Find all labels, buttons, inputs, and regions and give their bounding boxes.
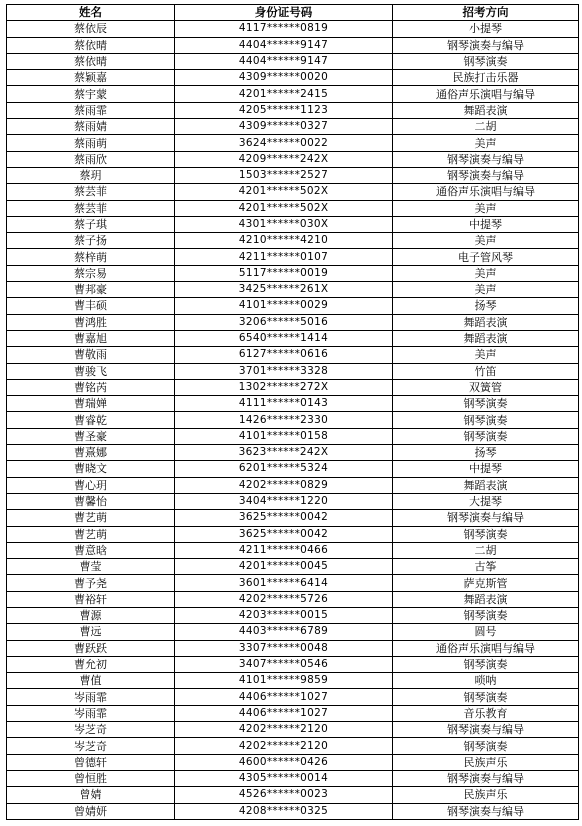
cell-name: 蔡芸菲: [7, 184, 175, 200]
cell-name: 蔡子扬: [7, 233, 175, 249]
cell-id-number: 4210******4210: [175, 233, 393, 249]
cell-exam-direction: 钢琴演奏: [393, 412, 579, 428]
cell-id-number: 4201******2415: [175, 86, 393, 102]
cell-exam-direction: 双簧管: [393, 379, 579, 395]
header-exam-direction: 招考方向: [393, 5, 579, 21]
cell-exam-direction: 通俗声乐演唱与编导: [393, 640, 579, 656]
cell-id-number: 4209******242X: [175, 151, 393, 167]
cell-name: 蔡依晴: [7, 53, 175, 69]
cell-id-number: 4101******9859: [175, 673, 393, 689]
cell-name: 曹裕轩: [7, 591, 175, 607]
cell-name: 蔡雨婧: [7, 119, 175, 135]
cell-id-number: 6540******1414: [175, 330, 393, 346]
cell-name: 岑芝奇: [7, 722, 175, 738]
cell-id-number: 3404******1220: [175, 493, 393, 509]
cell-id-number: 4211******0107: [175, 249, 393, 265]
cell-exam-direction: 钢琴演奏与编导: [393, 37, 579, 53]
cell-name: 曹源: [7, 607, 175, 623]
header-name: 姓名: [7, 5, 175, 21]
cell-id-number: 6201******5324: [175, 461, 393, 477]
cell-exam-direction: 钢琴演奏与编导: [393, 770, 579, 786]
cell-name: 蔡依辰: [7, 21, 175, 37]
cell-exam-direction: 民族打击乐器: [393, 70, 579, 86]
cell-exam-direction: 钢琴演奏与编导: [393, 722, 579, 738]
cell-name: 曹鸿胜: [7, 314, 175, 330]
table-row: [7, 542, 579, 558]
table-row: [7, 298, 579, 314]
cell-id-number: 4205******1123: [175, 102, 393, 118]
table-row: [7, 21, 579, 37]
header-row: [7, 5, 579, 21]
cell-name: 曹晓文: [7, 461, 175, 477]
cell-id-number: 4202******2120: [175, 738, 393, 754]
cell-id-number: 3623******242X: [175, 445, 393, 461]
cell-name: 曾婧: [7, 787, 175, 803]
cell-exam-direction: 钢琴演奏: [393, 53, 579, 69]
cell-name: 岑雨霏: [7, 705, 175, 721]
cell-id-number: 3624******0022: [175, 135, 393, 151]
cell-exam-direction: 扬琴: [393, 298, 579, 314]
table-row: [7, 575, 579, 591]
cell-exam-direction: 中提琴: [393, 461, 579, 477]
cell-exam-direction: 圆号: [393, 624, 579, 640]
cell-name: 曹熹娜: [7, 445, 175, 461]
table-row: [7, 705, 579, 721]
cell-exam-direction: 美声: [393, 347, 579, 363]
cell-exam-direction: 扬琴: [393, 445, 579, 461]
cell-name: 岑雨霏: [7, 689, 175, 705]
table-row: [7, 396, 579, 412]
table-row: [7, 265, 579, 281]
table-row: [7, 526, 579, 542]
cell-exam-direction: 钢琴演奏: [393, 738, 579, 754]
table-row: [7, 689, 579, 705]
cell-name: 曹馨怡: [7, 493, 175, 509]
cell-exam-direction: 舞蹈表演: [393, 102, 579, 118]
cell-exam-direction: 钢琴演奏: [393, 689, 579, 705]
cell-id-number: 1426******2330: [175, 412, 393, 428]
cell-name: 蔡宇蒙: [7, 86, 175, 102]
cell-exam-direction: 大提琴: [393, 493, 579, 509]
cell-id-number: 4404******9147: [175, 53, 393, 69]
table-row: [7, 624, 579, 640]
cell-exam-direction: 舞蹈表演: [393, 330, 579, 346]
table-row: [7, 330, 579, 346]
table-row: [7, 379, 579, 395]
table-row: [7, 249, 579, 265]
cell-exam-direction: 美声: [393, 282, 579, 298]
cell-name: 曹瑞婵: [7, 396, 175, 412]
cell-id-number: 1302******272X: [175, 379, 393, 395]
cell-id-number: 3206******5016: [175, 314, 393, 330]
table-row: [7, 314, 579, 330]
cell-exam-direction: 古筝: [393, 559, 579, 575]
table-row: [7, 86, 579, 102]
cell-exam-direction: 音乐教育: [393, 705, 579, 721]
cell-id-number: 4111******0143: [175, 396, 393, 412]
cell-exam-direction: 小提琴: [393, 21, 579, 37]
cell-id-number: 4406******1027: [175, 689, 393, 705]
cell-exam-direction: 钢琴演奏与编导: [393, 510, 579, 526]
cell-exam-direction: 二胡: [393, 119, 579, 135]
table-row: [7, 184, 579, 200]
cell-id-number: 4101******0158: [175, 428, 393, 444]
table-row: [7, 428, 579, 444]
cell-exam-direction: 二胡: [393, 542, 579, 558]
table-row: [7, 656, 579, 672]
table-row: [7, 493, 579, 509]
table-row: [7, 363, 579, 379]
table-row: [7, 754, 579, 770]
table-row: [7, 510, 579, 526]
cell-name: 曹圣豪: [7, 428, 175, 444]
table-row: [7, 738, 579, 754]
cell-name: 曹跃跃: [7, 640, 175, 656]
cell-name: 蔡雨霏: [7, 102, 175, 118]
table-row: [7, 445, 579, 461]
cell-name: 曹允初: [7, 656, 175, 672]
cell-exam-direction: 民族声乐: [393, 754, 579, 770]
cell-exam-direction: 钢琴演奏: [393, 428, 579, 444]
cell-id-number: 3601******6414: [175, 575, 393, 591]
table-row: [7, 102, 579, 118]
cell-id-number: 4202******5726: [175, 591, 393, 607]
cell-exam-direction: 钢琴演奏与编导: [393, 167, 579, 183]
cell-name: 蔡玥: [7, 167, 175, 183]
cell-name: 曹艺萌: [7, 510, 175, 526]
cell-name: 曾德轩: [7, 754, 175, 770]
cell-exam-direction: 通俗声乐演唱与编导: [393, 86, 579, 102]
cell-name: 蔡子琪: [7, 216, 175, 232]
cell-exam-direction: 舞蹈表演: [393, 314, 579, 330]
table-row: [7, 412, 579, 428]
cell-id-number: 3701******3328: [175, 363, 393, 379]
cell-name: 蔡宗易: [7, 265, 175, 281]
cell-name: 曹敬雨: [7, 347, 175, 363]
cell-exam-direction: 舞蹈表演: [393, 591, 579, 607]
cell-id-number: 1503******2527: [175, 167, 393, 183]
cell-exam-direction: 钢琴演奏: [393, 526, 579, 542]
cell-name: 曹铭芮: [7, 379, 175, 395]
cell-exam-direction: 萨克斯管: [393, 575, 579, 591]
table-row: [7, 640, 579, 656]
cell-name: 曹心玥: [7, 477, 175, 493]
cell-exam-direction: 钢琴演奏: [393, 396, 579, 412]
cell-name: 曹睿乾: [7, 412, 175, 428]
cell-exam-direction: 中提琴: [393, 216, 579, 232]
table-row: [7, 477, 579, 493]
cell-id-number: 4202******2120: [175, 722, 393, 738]
cell-id-number: 4203******0015: [175, 607, 393, 623]
cell-name: 蔡颖嘉: [7, 70, 175, 86]
cell-name: 蔡依晴: [7, 37, 175, 53]
applicant-table: [6, 4, 579, 820]
cell-name: 曹予尧: [7, 575, 175, 591]
cell-name: 曾恒胜: [7, 770, 175, 786]
table-body: [7, 21, 579, 820]
cell-id-number: 6127******0616: [175, 347, 393, 363]
cell-id-number: 4201******0045: [175, 559, 393, 575]
roster-sheet: [6, 4, 578, 820]
header-id-number: 身份证号码: [175, 5, 393, 21]
cell-id-number: 3625******0042: [175, 510, 393, 526]
table-row: [7, 70, 579, 86]
cell-id-number: 4101******0029: [175, 298, 393, 314]
table-row: [7, 167, 579, 183]
table-row: [7, 282, 579, 298]
cell-id-number: 4211******0466: [175, 542, 393, 558]
cell-exam-direction: 美声: [393, 265, 579, 281]
cell-name: 岑芝奇: [7, 738, 175, 754]
table-row: [7, 53, 579, 69]
cell-exam-direction: 通俗声乐演唱与编导: [393, 184, 579, 200]
cell-id-number: 4404******9147: [175, 37, 393, 53]
table-row: [7, 770, 579, 786]
cell-exam-direction: 唢呐: [393, 673, 579, 689]
cell-id-number: 3625******0042: [175, 526, 393, 542]
cell-exam-direction: 钢琴演奏: [393, 607, 579, 623]
cell-id-number: 3307******0048: [175, 640, 393, 656]
cell-id-number: 4600******0426: [175, 754, 393, 770]
table-row: [7, 607, 579, 623]
cell-name: 曹邦豪: [7, 282, 175, 298]
cell-name: 曹丰硕: [7, 298, 175, 314]
table-row: [7, 803, 579, 819]
cell-name: 蔡梓萌: [7, 249, 175, 265]
cell-name: 曹艺萌: [7, 526, 175, 542]
cell-name: 曹远: [7, 624, 175, 640]
table-row: [7, 151, 579, 167]
cell-id-number: 3407******0546: [175, 656, 393, 672]
cell-exam-direction: 舞蹈表演: [393, 477, 579, 493]
cell-id-number: 4309******0020: [175, 70, 393, 86]
table-row: [7, 787, 579, 803]
cell-name: 曾婧妍: [7, 803, 175, 819]
cell-name: 曹意晗: [7, 542, 175, 558]
cell-exam-direction: 竹笛: [393, 363, 579, 379]
cell-id-number: 4117******0819: [175, 21, 393, 37]
cell-id-number: 4301******030X: [175, 216, 393, 232]
cell-exam-direction: 钢琴演奏与编导: [393, 803, 579, 819]
cell-id-number: 5117******0019: [175, 265, 393, 281]
cell-id-number: 3425******261X: [175, 282, 393, 298]
cell-id-number: 4201******502X: [175, 200, 393, 216]
table-row: [7, 559, 579, 575]
table-row: [7, 200, 579, 216]
cell-name: 蔡芸菲: [7, 200, 175, 216]
cell-exam-direction: 钢琴演奏: [393, 656, 579, 672]
table-row: [7, 135, 579, 151]
cell-name: 曹骏飞: [7, 363, 175, 379]
cell-exam-direction: 美声: [393, 233, 579, 249]
cell-id-number: 4526******0023: [175, 787, 393, 803]
table-row: [7, 591, 579, 607]
cell-id-number: 4403******6789: [175, 624, 393, 640]
cell-name: 曹值: [7, 673, 175, 689]
table-row: [7, 673, 579, 689]
cell-id-number: 4201******502X: [175, 184, 393, 200]
table-row: [7, 37, 579, 53]
cell-name: 曹莹: [7, 559, 175, 575]
cell-exam-direction: 美声: [393, 135, 579, 151]
cell-id-number: 4208******0325: [175, 803, 393, 819]
table-row: [7, 347, 579, 363]
table-row: [7, 722, 579, 738]
table-row: [7, 216, 579, 232]
cell-id-number: 4309******0327: [175, 119, 393, 135]
cell-id-number: 4305******0014: [175, 770, 393, 786]
cell-exam-direction: 民族声乐: [393, 787, 579, 803]
table-row: [7, 233, 579, 249]
cell-name: 蔡雨欣: [7, 151, 175, 167]
cell-name: 蔡雨萌: [7, 135, 175, 151]
table-row: [7, 119, 579, 135]
cell-exam-direction: 美声: [393, 200, 579, 216]
cell-id-number: 4406******1027: [175, 705, 393, 721]
cell-exam-direction: 电子管风琴: [393, 249, 579, 265]
cell-name: 曹嘉旭: [7, 330, 175, 346]
table-row: [7, 461, 579, 477]
cell-id-number: 4202******0829: [175, 477, 393, 493]
cell-exam-direction: 钢琴演奏与编导: [393, 151, 579, 167]
